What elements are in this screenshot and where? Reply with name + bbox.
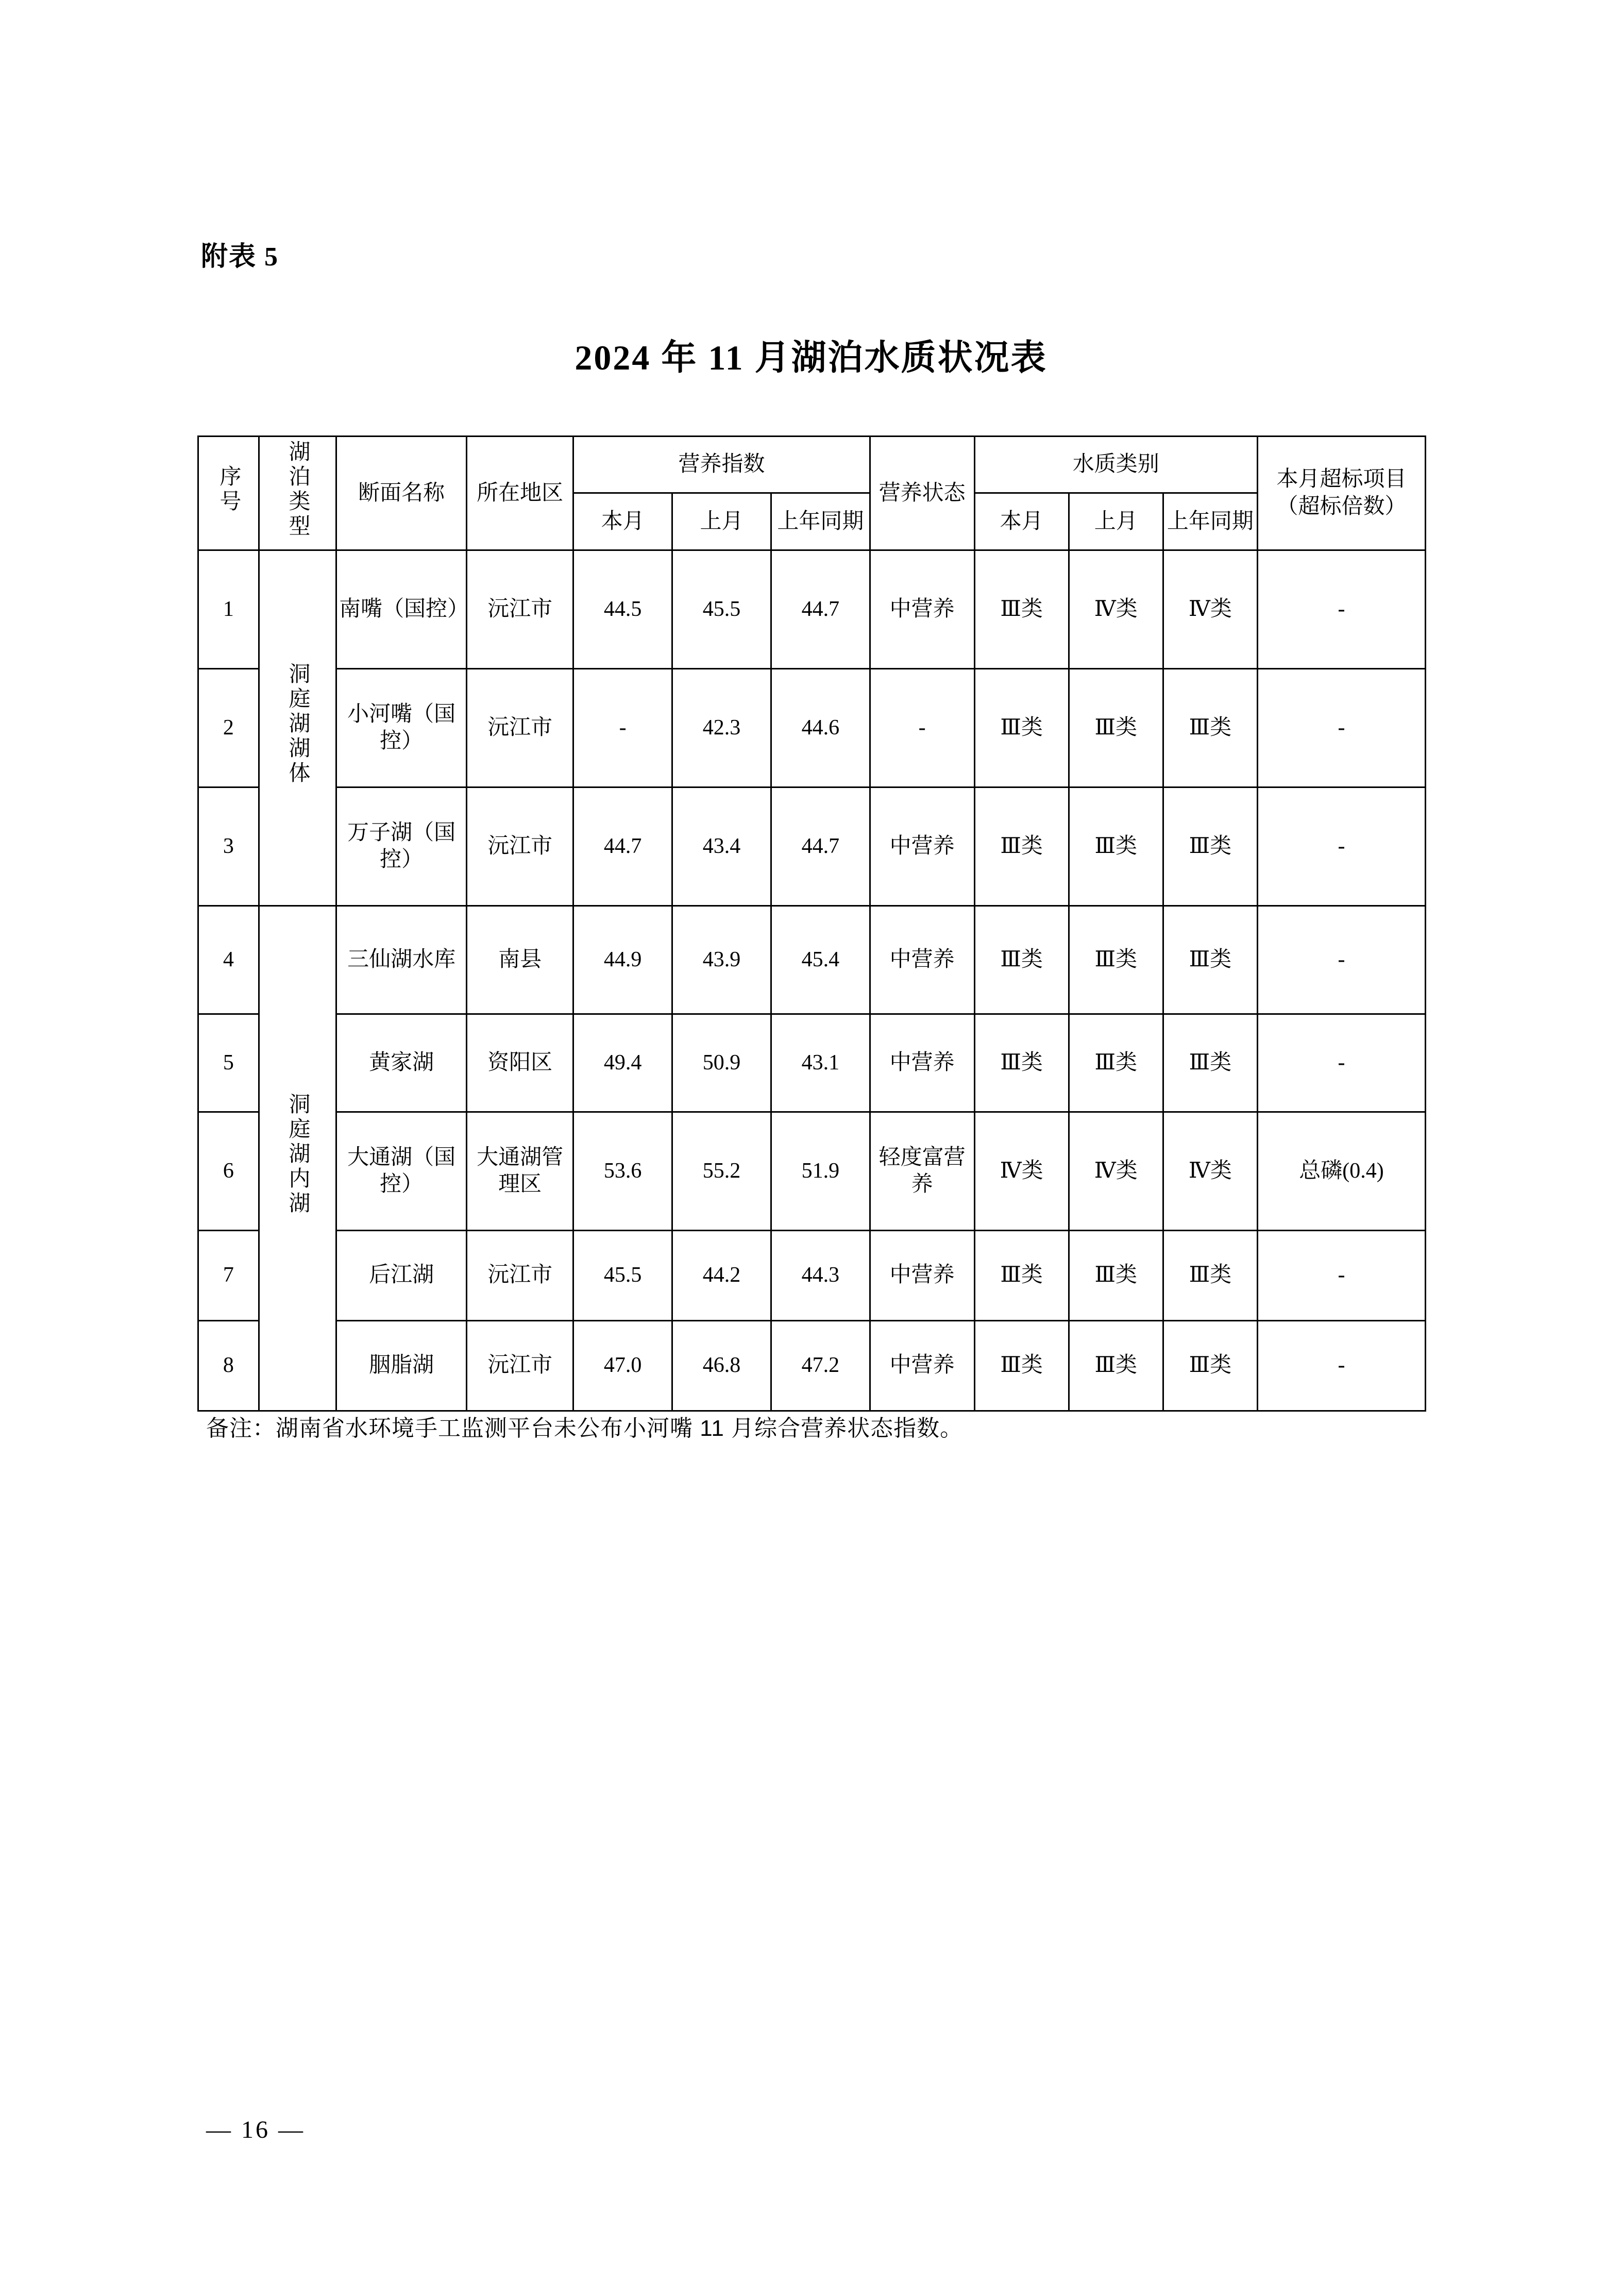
cell-ni-year: 44.7 xyxy=(771,550,870,668)
cell-wq-year: Ⅲ类 xyxy=(1163,787,1257,906)
cell-region: 沅江市 xyxy=(467,1320,573,1411)
header-seq xyxy=(198,437,259,550)
cell-section-name: 小河嘴（国控） xyxy=(336,668,467,787)
header-wq-this-month: 本月 xyxy=(974,493,1069,550)
cell-state: 轻度富营养 xyxy=(870,1112,974,1230)
cell-wq-last: Ⅲ类 xyxy=(1069,1230,1163,1320)
cell-wq-last: Ⅳ类 xyxy=(1069,550,1163,668)
cell-ni-year: 51.9 xyxy=(771,1112,870,1230)
cell-wq-year: Ⅲ类 xyxy=(1163,1230,1257,1320)
cell-ni-this: 49.4 xyxy=(573,1014,672,1112)
cell-wq-this: Ⅲ类 xyxy=(974,668,1069,787)
cell-ni-this: 47.0 xyxy=(573,1320,672,1411)
cell-state: - xyxy=(870,668,974,787)
cell-wq-this: Ⅲ类 xyxy=(974,906,1069,1014)
cell-wq-year: Ⅲ类 xyxy=(1163,1014,1257,1112)
cell-region: 沅江市 xyxy=(467,668,573,787)
attachment-label: 附表 5 xyxy=(201,242,279,272)
cell-ni-year: 44.3 xyxy=(771,1230,870,1320)
water-quality-table xyxy=(197,435,1426,1412)
cell-wq-year: Ⅳ类 xyxy=(1163,1112,1257,1230)
cell-wq-year: Ⅳ类 xyxy=(1163,550,1257,668)
cell-over: - xyxy=(1257,906,1425,1014)
cell-ni-year: 44.6 xyxy=(771,668,870,787)
header-over-standard-text: 本月超标项目（超标倍数） xyxy=(1276,467,1407,518)
cell-state: 中营养 xyxy=(870,1320,974,1411)
header-ni-last-year-text: 上年同期 xyxy=(777,509,864,533)
header-nutrition-state-text: 营养状态 xyxy=(878,481,966,505)
cell-ni-this: 44.5 xyxy=(573,550,672,668)
cell-over: - xyxy=(1257,1230,1425,1320)
header-wq-last-year xyxy=(1163,493,1257,550)
header-nutrition-index: 营养指数 xyxy=(573,437,870,493)
cell-section-name: 南嘴（国控） xyxy=(336,550,467,668)
header-region-text: 所在地区 xyxy=(477,481,564,505)
cell-over: - xyxy=(1257,668,1425,787)
header-water-quality-class: 水质类别 xyxy=(974,437,1257,493)
cell-ni-year: 45.4 xyxy=(771,906,870,1014)
cell-seq: 3 xyxy=(198,787,259,906)
table-row xyxy=(198,1230,1426,1320)
cell-section-name: 万子湖（国控） xyxy=(336,787,467,906)
header-region xyxy=(467,437,573,550)
header-nutrition-state xyxy=(870,437,974,550)
cell-ni-this: 45.5 xyxy=(573,1230,672,1320)
cell-lake-type-group-1 xyxy=(259,550,336,906)
cell-wq-last: Ⅲ类 xyxy=(1069,1320,1163,1411)
cell-seq: 7 xyxy=(198,1230,259,1320)
cell-state: 中营养 xyxy=(870,550,974,668)
cell-region: 资阳区 xyxy=(467,1014,573,1112)
cell-over: - xyxy=(1257,1014,1425,1112)
header-section-name xyxy=(336,437,467,550)
page-number: — 16 — xyxy=(206,2116,305,2143)
cell-ni-last: 46.8 xyxy=(672,1320,771,1411)
cell-over: 总磷(0.4) xyxy=(1257,1112,1425,1230)
cell-over: - xyxy=(1257,550,1425,668)
cell-region: 沅江市 xyxy=(467,787,573,906)
table-note: 备注：湖南省水环境手工监测平台未公布小河嘴 11 月综合营养状态指数。 xyxy=(206,1416,964,1441)
cell-seq: 5 xyxy=(198,1014,259,1112)
cell-state: 中营养 xyxy=(870,787,974,906)
cell-wq-last: Ⅲ类 xyxy=(1069,668,1163,787)
cell-over: - xyxy=(1257,1320,1425,1411)
cell-section-name: 大通湖（国控） xyxy=(336,1112,467,1230)
cell-section-name: 胭脂湖 xyxy=(336,1320,467,1411)
cell-wq-this: Ⅲ类 xyxy=(974,550,1069,668)
table-body xyxy=(198,550,1426,1411)
cell-wq-this: Ⅲ类 xyxy=(974,1230,1069,1320)
cell-wq-year: Ⅲ类 xyxy=(1163,1320,1257,1411)
header-ni-this-month: 本月 xyxy=(573,493,672,550)
table-row xyxy=(198,1320,1426,1411)
cell-ni-last: 42.3 xyxy=(672,668,771,787)
table-header xyxy=(198,437,1426,550)
header-row-1 xyxy=(198,437,1426,493)
cell-seq: 8 xyxy=(198,1320,259,1411)
table-row xyxy=(198,1112,1426,1230)
cell-region: 南县 xyxy=(467,906,573,1014)
header-wq-last-month: 上月 xyxy=(1069,493,1163,550)
cell-ni-last: 45.5 xyxy=(672,550,771,668)
cell-ni-last: 55.2 xyxy=(672,1112,771,1230)
header-section-name-text: 断面名称 xyxy=(358,481,445,505)
table-row xyxy=(198,1014,1426,1112)
cell-seq: 1 xyxy=(198,550,259,668)
cell-ni-year: 44.7 xyxy=(771,787,870,906)
cell-ni-last: 43.4 xyxy=(672,787,771,906)
table-row xyxy=(198,787,1426,906)
header-over-standard xyxy=(1257,437,1425,550)
cell-ni-this: 44.9 xyxy=(573,906,672,1014)
cell-lake-type-group-2 xyxy=(259,906,336,1411)
cell-state: 中营养 xyxy=(870,1014,974,1112)
cell-wq-last: Ⅲ类 xyxy=(1069,787,1163,906)
cell-state: 中营养 xyxy=(870,1230,974,1320)
cell-ni-this: 53.6 xyxy=(573,1112,672,1230)
cell-section-name: 三仙湖水库 xyxy=(336,906,467,1014)
page-title: 2024 年 11 月湖泊水质状况表 xyxy=(575,338,1047,377)
table-row xyxy=(198,668,1426,787)
cell-section-name: 黄家湖 xyxy=(336,1014,467,1112)
cell-ni-this: 44.7 xyxy=(573,787,672,906)
header-lake-type-text: 湖泊类型 xyxy=(285,440,310,539)
cell-over: - xyxy=(1257,787,1425,906)
cell-region: 沅江市 xyxy=(467,1230,573,1320)
cell-ni-year: 43.1 xyxy=(771,1014,870,1112)
cell-wq-last: Ⅳ类 xyxy=(1069,1112,1163,1230)
cell-ni-last: 50.9 xyxy=(672,1014,771,1112)
cell-wq-this: Ⅲ类 xyxy=(974,1014,1069,1112)
header-wq-last-year-text: 上年同期 xyxy=(1167,509,1254,533)
cell-section-name: 后江湖 xyxy=(336,1230,467,1320)
table-row xyxy=(198,906,1426,1014)
cell-wq-year: Ⅲ类 xyxy=(1163,668,1257,787)
header-ni-last-year xyxy=(771,493,870,550)
header-seq-text: 序号 xyxy=(216,465,241,514)
cell-seq: 4 xyxy=(198,906,259,1014)
cell-lake-type-group-2-text: 洞庭湖内湖 xyxy=(285,1093,310,1217)
cell-ni-last: 43.9 xyxy=(672,906,771,1014)
cell-lake-type-group-1-text: 洞庭湖湖体 xyxy=(285,662,310,786)
cell-region: 大通湖管理区 xyxy=(467,1112,573,1230)
header-ni-last-month: 上月 xyxy=(672,493,771,550)
cell-seq: 6 xyxy=(198,1112,259,1230)
cell-state: 中营养 xyxy=(870,906,974,1014)
table-row xyxy=(198,550,1426,668)
cell-wq-this: Ⅳ类 xyxy=(974,1112,1069,1230)
cell-wq-last: Ⅲ类 xyxy=(1069,906,1163,1014)
cell-seq: 2 xyxy=(198,668,259,787)
cell-region: 沅江市 xyxy=(467,550,573,668)
cell-ni-last: 44.2 xyxy=(672,1230,771,1320)
cell-ni-year: 47.2 xyxy=(771,1320,870,1411)
cell-wq-this: Ⅲ类 xyxy=(974,1320,1069,1411)
cell-wq-this: Ⅲ类 xyxy=(974,787,1069,906)
header-lake-type xyxy=(259,437,336,550)
cell-wq-year: Ⅲ类 xyxy=(1163,906,1257,1014)
cell-ni-this: - xyxy=(573,668,672,787)
water-quality-table-wrapper xyxy=(197,435,1426,1412)
cell-wq-last: Ⅲ类 xyxy=(1069,1014,1163,1112)
